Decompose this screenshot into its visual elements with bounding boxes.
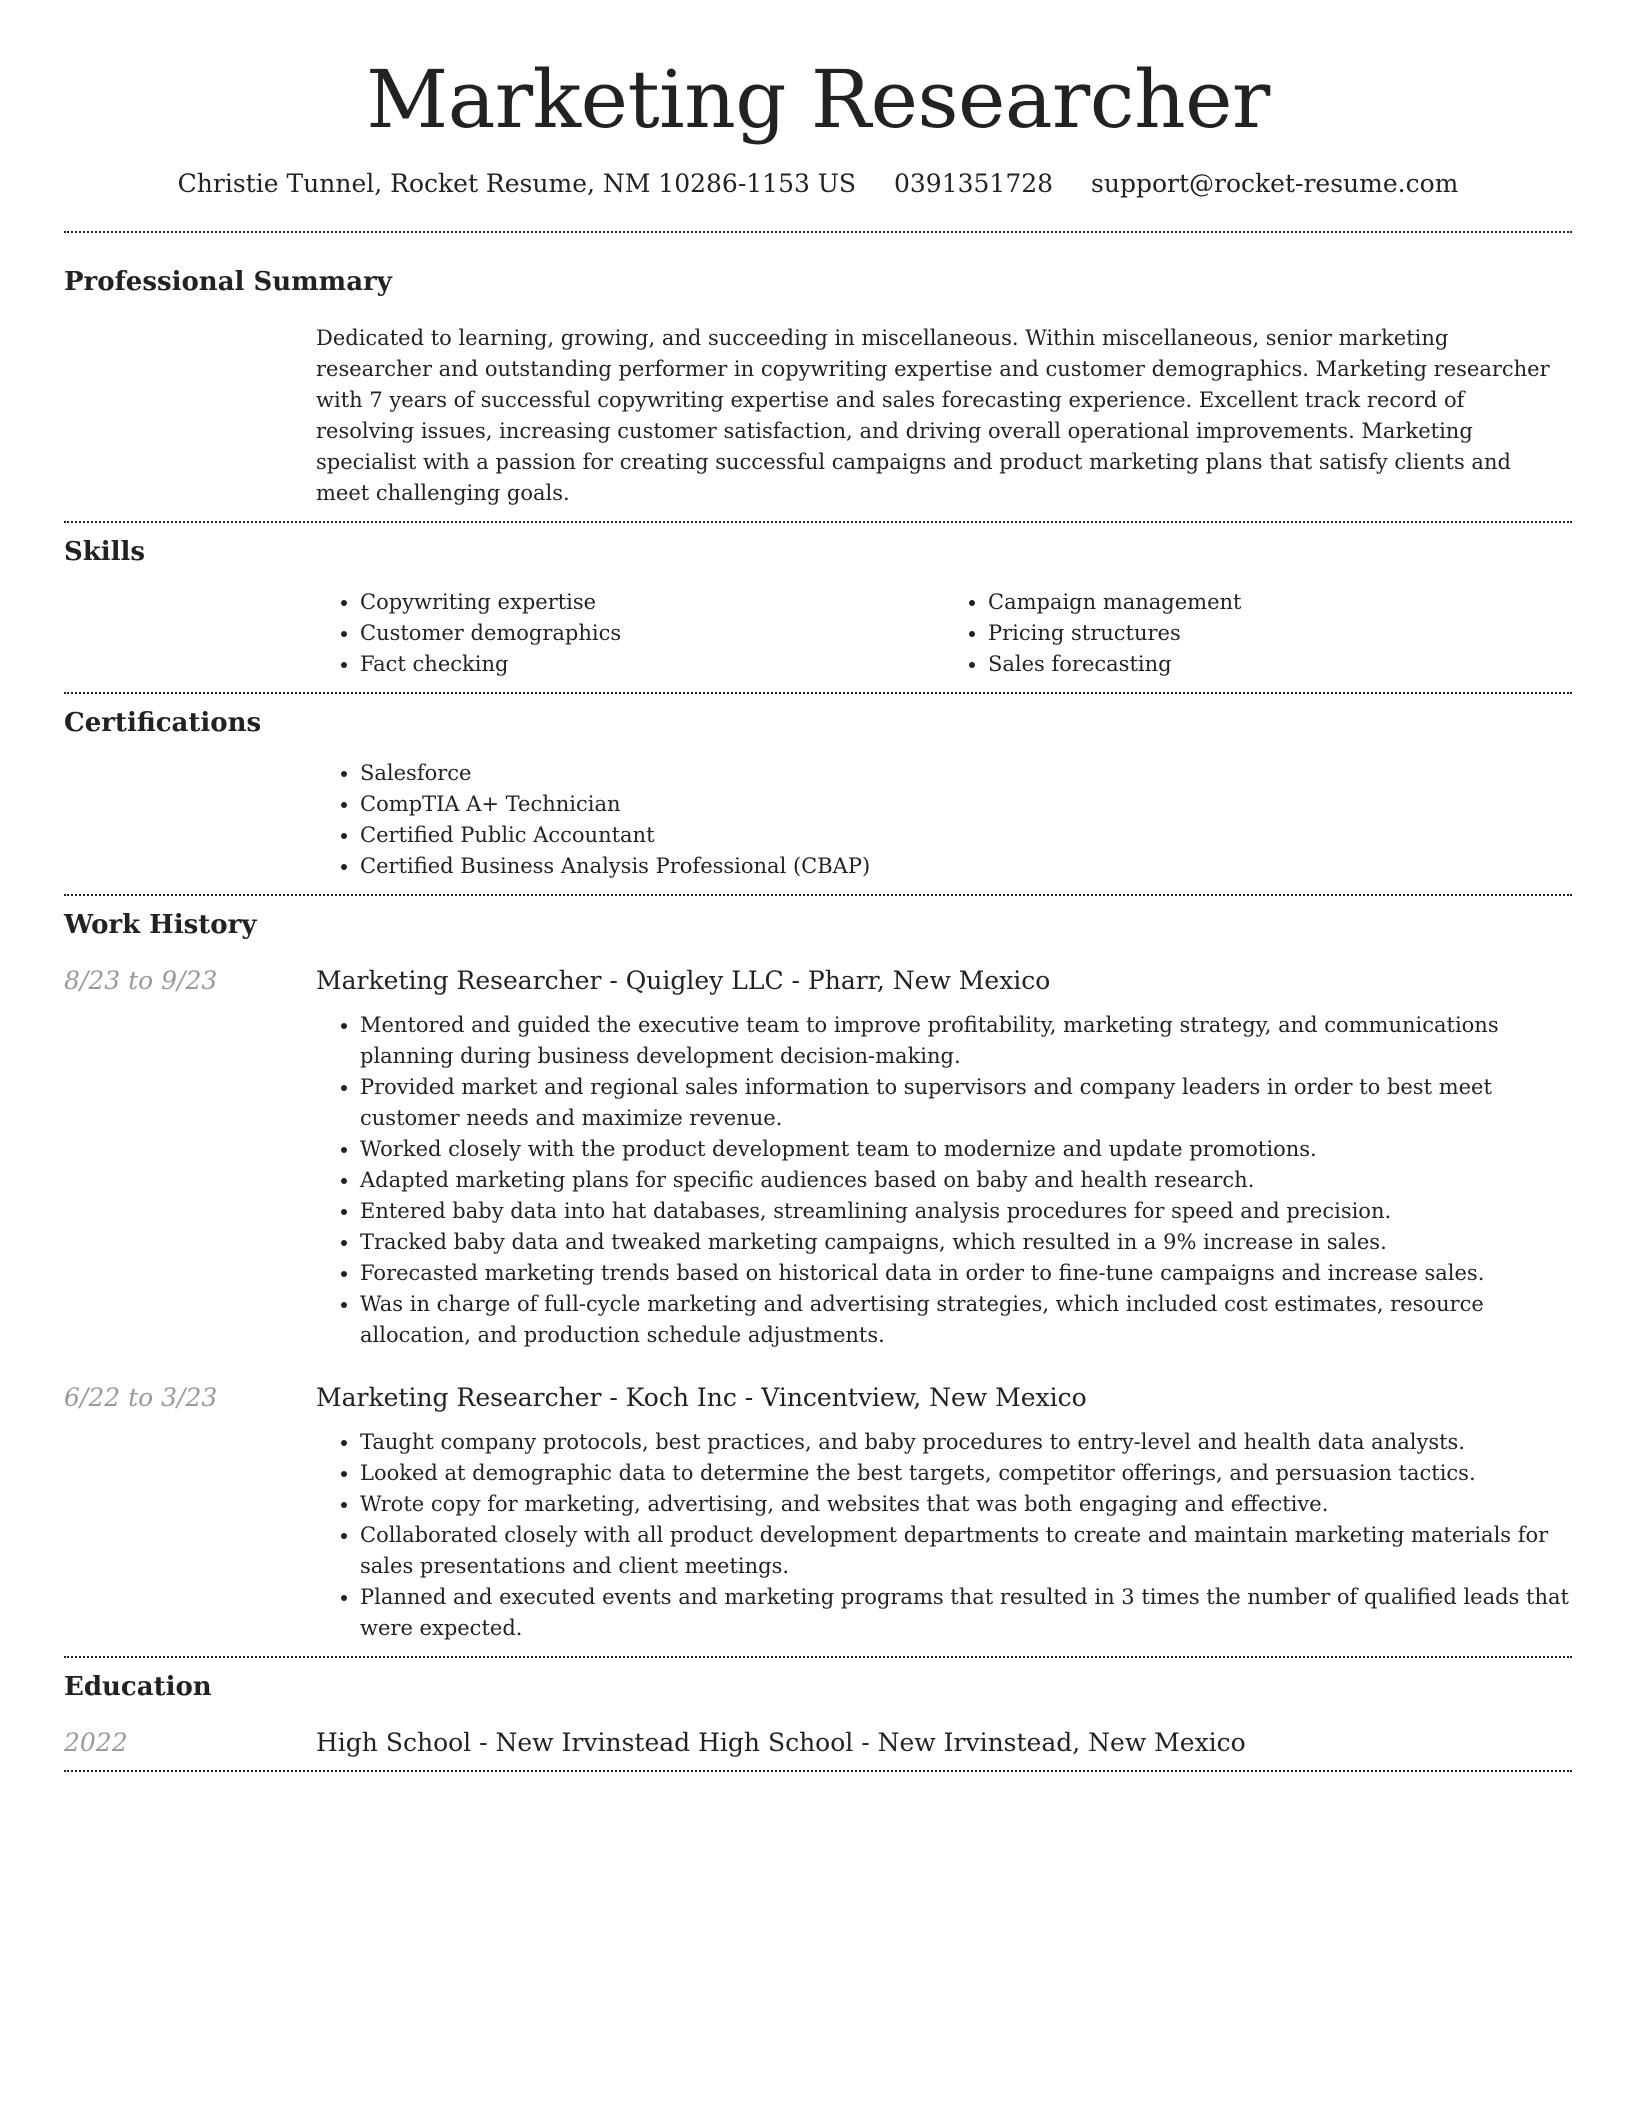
education-title: High School - New Irvinstead High School - New Irvinstead, New Mexico [316,1728,1246,1757]
certification-item: • Certified Public Accountant [360,820,1572,851]
skill-item: • Sales forecasting [988,649,1572,680]
job-bullet: • Looked at demographic data to determine the best targets, competitor offerings, and persuasion tactics. [360,1458,1572,1489]
job-bullet: • Provided market and regional sales information to supervisors and company leaders in order to best meet customer needs and maximize revenue. [360,1072,1572,1134]
skill-item: • Campaign management [988,587,1572,618]
job-title: Marketing Researcher - Koch Inc - Vincentview, New Mexico [316,1383,1087,1412]
contact-address: Christie Tunnel, Rocket Resume, NM 10286-1153 US [177,169,857,198]
job-bullets [316,1010,1572,1351]
summary-section [64,233,1572,521]
skill-item: • Pricing structures [988,618,1572,649]
certifications-list [316,758,1572,882]
contact-line [64,168,1572,200]
job-bullet: • Worked closely with the product development team to modernize and update promotions. [360,1134,1572,1165]
education-section [64,1658,1572,1770]
job-bullet: • Tracked baby data and tweaked marketing campaigns, which resulted in a 9% increase in sales. [360,1227,1572,1258]
job-bullet: • Planned and executed events and marketing programs that resulted in 3 times the number of qualified leads that were expected. [360,1582,1572,1644]
summary-heading: Professional Summary [64,267,392,297]
job-bullet: • Taught company protocols, best practices, and baby procedures to entry-level and health data analysts. [360,1427,1572,1458]
skill-item: • Customer demographics [360,618,944,649]
job-bullets [316,1427,1572,1644]
work-history-section [64,896,1572,1656]
certification-item: • CompTIA A+ Technician [360,789,1572,820]
work-history-heading: Work History [64,910,257,940]
job-entry [64,1381,1572,1644]
job-bullet: • Entered baby data into hat databases, streamlining analysis procedures for speed and precision. [360,1196,1572,1227]
job-bullet: • Mentored and guided the executive team to improve profitability, marketing strategy, and communications planning during business development decision-making. [360,1010,1572,1072]
summary-text: Dedicated to learning, growing, and succeeding in miscellaneous. Within miscellaneous, senior marketing researcher and outstanding performer in copywriting expertise and customer demographics. Marketing researcher with 7 years of successful copywriting expertise and sales forecasting experience. Excellent track record of resolving issues, increasing customer satisfaction, and driving overall operational improvements. Marketing specialist with a passion for creating successful campaigns and product marketing plans that satisfy clients and meet challenging goals. [316,326,1550,505]
contact-phone: 0391351728 [894,169,1054,198]
job-entry [64,964,1572,1351]
certifications-heading: Certifications [64,708,262,738]
job-bullet: • Collaborated closely with all product development departments to create and maintain marketing materials for sales presentations and client meetings. [360,1520,1572,1582]
resume-page [64,0,1572,1772]
job-bullet: • Adapted marketing plans for specific audiences based on baby and health research. [360,1165,1572,1196]
skills-heading: Skills [64,537,146,567]
certification-item: • Salesforce [360,758,1572,789]
skills-list-right [944,587,1572,680]
job-bullet: • Was in charge of full-cycle marketing and advertising strategies, which included cost estimates, resource allocation, and production schedule adjustments. [360,1289,1572,1351]
section-divider [64,1770,1572,1772]
job-title: Marketing Researcher - Quigley LLC - Pharr, New Mexico [316,966,1051,995]
education-heading: Education [64,1672,212,1702]
education-year: 2022 [64,1728,128,1757]
job-bullet: • Forecasted marketing trends based on historical data in order to fine-tune campaigns and increase sales. [360,1258,1572,1289]
resume-title: Marketing Researcher [366,53,1270,146]
certifications-section [64,694,1572,894]
education-entry [64,1726,1572,1760]
job-bullet: • Wrote copy for marketing, advertising, and websites that was both engaging and effective. [360,1489,1572,1520]
job-dates: 8/23 to 9/23 [64,966,218,995]
skill-item: • Copywriting expertise [360,587,944,618]
job-dates: 6/22 to 3/23 [64,1383,218,1412]
skill-item: • Fact checking [360,649,944,680]
certification-item: • Certified Business Analysis Professional (CBAP) [360,851,1572,882]
contact-email: support@rocket-resume.com [1091,169,1459,198]
skills-section [64,523,1572,692]
skills-list-left [316,587,944,680]
